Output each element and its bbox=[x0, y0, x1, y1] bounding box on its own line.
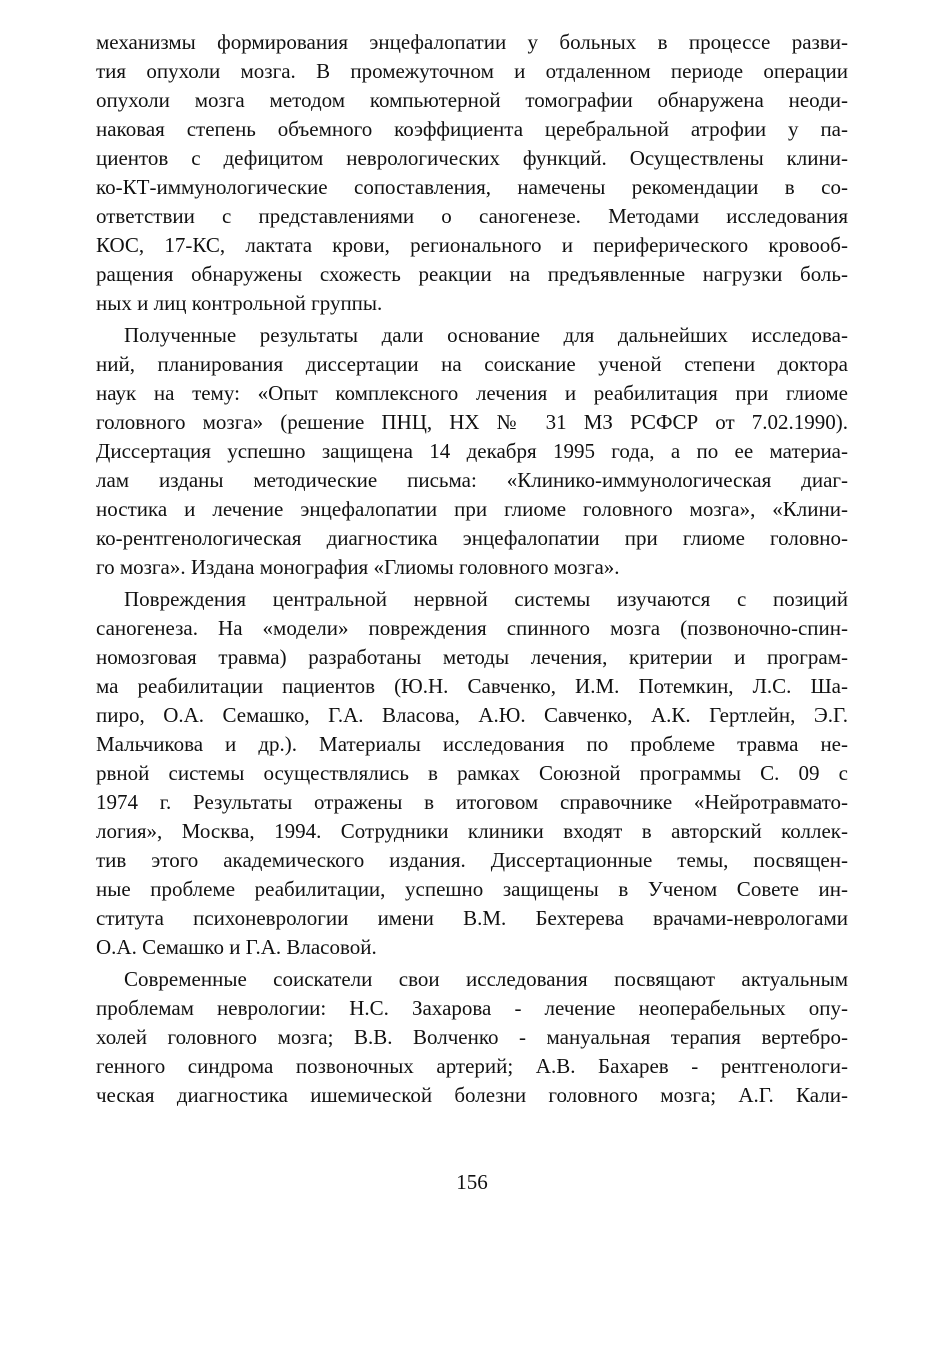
paragraph-3 bbox=[96, 585, 848, 962]
text-line: лам изданы методические письма: «Клинико-иммунологическая диаг- bbox=[96, 468, 848, 492]
paragraph-2 bbox=[96, 321, 848, 582]
text-line: ные проблеме реабилитации, успешно защищены в Ученом Совете ин- bbox=[96, 877, 848, 901]
text-line: Повреждения центральной нервной системы изучаются с позиций bbox=[124, 587, 848, 611]
text-line: тия опухоли мозга. В промежуточном и отдаленном периоде операции bbox=[96, 59, 848, 83]
text-line: саногенеза. На «модели» повреждения спинного мозга (позвоночно-спин- bbox=[96, 616, 848, 640]
text-line: ческая диагностика ишемической болезни головного мозга; А.Г. Кали- bbox=[96, 1083, 848, 1107]
text-line: номозговая травма) разработаны методы лечения, критерии и програм- bbox=[96, 645, 848, 669]
text-line: пиро, О.А. Семашко, Г.А. Власова, А.Ю. Савченко, А.К. Гертлейн, Э.Г. bbox=[96, 703, 848, 727]
text-line: ма реабилитации пациентов (Ю.Н. Савченко, И.М. Потемкин, Л.С. Ша- bbox=[96, 674, 848, 698]
text-line: тив этого академического издания. Диссертационные темы, посвящен- bbox=[96, 848, 848, 872]
text-line: механизмы формирования энцефалопатии у больных в процессе разви- bbox=[96, 30, 848, 54]
text-line: О.А. Семашко и Г.А. Власовой. bbox=[96, 935, 377, 959]
text-line: Диссертация успешно защищена 14 декабря 1995 года, а по ее материа- bbox=[96, 439, 848, 463]
text-line: ний, планирования диссертации на соискание ученой степени доктора bbox=[96, 352, 848, 376]
text-line: ко-КТ-иммунологические сопоставления, намечены рекомендации в со- bbox=[96, 175, 848, 199]
text-line: циентов с дефицитом неврологических функций. Осуществлены клини- bbox=[96, 146, 848, 170]
text-line: наковая степень объемного коэффициента церебральной атрофии у па- bbox=[96, 117, 848, 141]
page-number: 156 bbox=[456, 1170, 488, 1194]
paragraph-1 bbox=[96, 28, 848, 318]
text-line: го мозга». Издана монография «Глиомы головного мозга». bbox=[96, 555, 620, 579]
text-line: холей головного мозга; В.В. Волченко - мануальная терапия вертебро- bbox=[96, 1025, 848, 1049]
text-line: наук на тему: «Опыт комплексного лечения и реабилитация при глиоме bbox=[96, 381, 848, 405]
text-line: ответствии с представлениями о саногенезе. Методами исследования bbox=[96, 204, 848, 228]
text-line: логия», Москва, 1994. Сотрудники клиники входят в авторский коллек- bbox=[96, 819, 848, 843]
text-line: Мальчикова и др.). Материалы исследования по проблеме травма не- bbox=[96, 732, 848, 756]
text-line: ных и лиц контрольной группы. bbox=[96, 291, 383, 315]
text-line: ко-рентгенологическая диагностика энцефалопатии при глиоме головно- bbox=[96, 526, 848, 550]
paragraph-4 bbox=[96, 965, 848, 1110]
text-line: проблемам неврологии: Н.С. Захарова - лечение неоперабельных опу- bbox=[96, 996, 848, 1020]
text-line: опухоли мозга методом компьютерной томографии обнаружена неоди- bbox=[96, 88, 848, 112]
text-line: ститута психоневрологии имени В.М. Бехтерева врачами-неврологами bbox=[96, 906, 848, 930]
text-line: Полученные результаты дали основание для дальнейших исследова- bbox=[124, 323, 848, 347]
text-line: Современные соискатели свои исследования посвящают актуальным bbox=[124, 967, 848, 991]
text-line: 1974 г. Результаты отражены в итоговом справочнике «Нейротравмато- bbox=[96, 790, 848, 814]
text-line: рвной системы осуществлялись в рамках Союзной программы С. 09 с bbox=[96, 761, 848, 785]
text-line: ращения обнаружены схожесть реакции на предъявленные нагрузки боль- bbox=[96, 262, 848, 286]
text-line: КОС, 17-КС, лактата крови, регионального и периферического кровооб- bbox=[96, 233, 848, 257]
document-body bbox=[96, 28, 848, 1110]
text-line: ностика и лечение энцефалопатии при глиоме головного мозга», «Клини- bbox=[96, 497, 848, 521]
text-line: головного мозга» (решение ПНЦ, НХ № 31 МЗ РСФСР от 7.02.1990). bbox=[96, 410, 848, 434]
text-line: генного синдрома позвоночных артерий; А.В. Бахарев - рентгенологи- bbox=[96, 1054, 848, 1078]
